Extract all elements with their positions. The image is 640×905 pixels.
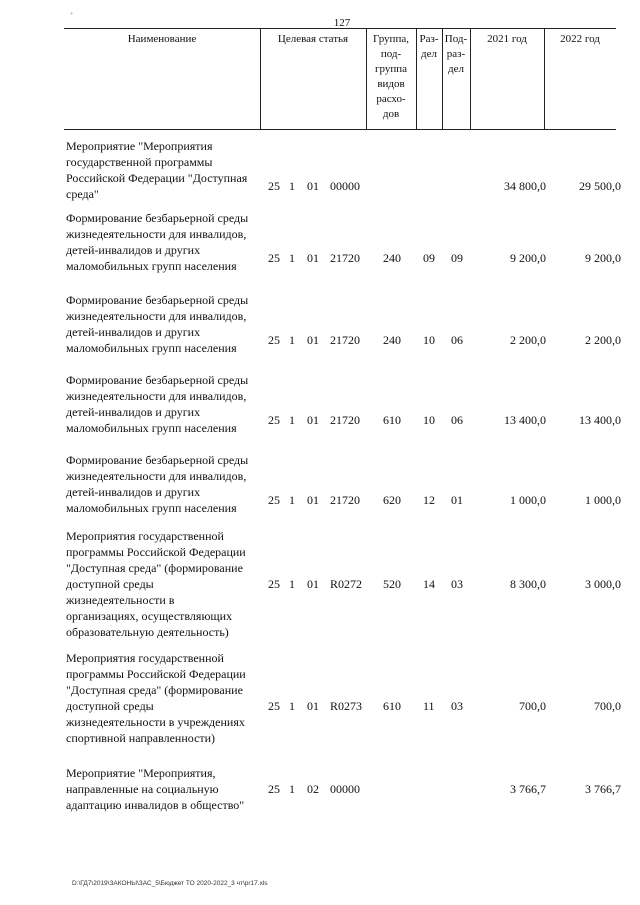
col-subsection-header bbox=[442, 29, 470, 129]
cell-p3: 02 bbox=[307, 782, 319, 796]
cell-section: 12 bbox=[423, 493, 435, 507]
cell-p1: 25 bbox=[268, 782, 280, 796]
cell-p4: 21720 bbox=[330, 251, 360, 265]
cell-subsection: 03 bbox=[451, 699, 463, 713]
cell-p2: 1 bbox=[289, 251, 295, 265]
col-group-header-line: группа bbox=[374, 63, 408, 75]
row-name-line: доступной среды bbox=[66, 699, 154, 713]
table-header bbox=[64, 28, 616, 130]
cell-section: 14 bbox=[423, 577, 435, 591]
cell-group: 240 bbox=[383, 251, 401, 265]
cell-section: 10 bbox=[423, 333, 435, 347]
row-name-line: доступной среды bbox=[66, 577, 154, 591]
cell-y2021: 13 400,0 bbox=[504, 413, 546, 427]
row-name-line: маломобильных групп населения bbox=[66, 341, 237, 355]
cell-p1: 25 bbox=[268, 413, 280, 427]
cell-p2: 1 bbox=[289, 782, 295, 796]
cell-y2022: 700,0 bbox=[594, 699, 621, 713]
cell-p1: 25 bbox=[268, 699, 280, 713]
page-number: 127 bbox=[333, 17, 351, 29]
cell-p1: 25 bbox=[268, 493, 280, 507]
col-group-header-line: Группа, bbox=[373, 33, 409, 45]
row-name bbox=[66, 372, 262, 436]
row-name-line: Мероприятия государственной bbox=[66, 529, 224, 543]
row-name-line: жизнедеятельности в bbox=[66, 593, 175, 607]
row-name-line: Мероприятия государственной bbox=[66, 651, 224, 665]
cell-p2: 1 bbox=[289, 413, 295, 427]
row-name-line: государственной программы bbox=[66, 155, 213, 169]
col-group-header-line: расхо- bbox=[376, 93, 406, 105]
cell-p1: 25 bbox=[268, 251, 280, 265]
row-name-line: спортивной направленности) bbox=[66, 731, 216, 745]
cell-y2021: 700,0 bbox=[519, 699, 546, 713]
cell-p1: 25 bbox=[268, 577, 280, 591]
row-name bbox=[66, 210, 262, 274]
cell-p4: R0272 bbox=[330, 577, 363, 591]
cell-y2022: 29 500,0 bbox=[579, 179, 621, 193]
row-name-line: маломобильных групп населения bbox=[66, 421, 237, 435]
cell-p2: 1 bbox=[289, 179, 295, 193]
col-2022-header: 2022 год bbox=[560, 33, 600, 45]
cell-p3: 01 bbox=[307, 493, 319, 507]
row-name bbox=[66, 528, 262, 640]
row-name bbox=[66, 765, 262, 813]
cell-p4: 21720 bbox=[330, 333, 360, 347]
cell-p3: 01 bbox=[307, 577, 319, 591]
row-name bbox=[66, 292, 262, 356]
row-name-line: программы Российской Федерации bbox=[66, 545, 246, 559]
cell-subsection: 01 bbox=[451, 493, 463, 507]
row-name-line: Мероприятие "Мероприятия bbox=[66, 139, 213, 153]
cell-p2: 1 bbox=[289, 577, 295, 591]
scan-mark: ﾞ bbox=[70, 12, 75, 22]
row-name-line: детей-инвалидов и других bbox=[66, 325, 201, 339]
cell-section: 11 bbox=[423, 699, 435, 713]
row-name-line: Формирование безбарьерной среды bbox=[66, 373, 249, 387]
row-name bbox=[66, 138, 262, 202]
row-name-line: жизнедеятельности для инвалидов, bbox=[66, 389, 247, 403]
cell-p4: 21720 bbox=[330, 493, 360, 507]
row-name-line: детей-инвалидов и других bbox=[66, 243, 201, 257]
row-name-line: Формирование безбарьерной среды bbox=[66, 453, 249, 467]
col-subsection-header-line: Под- bbox=[444, 33, 468, 45]
row-name-line: жизнедеятельности в учреждениях bbox=[66, 715, 245, 729]
cell-p3: 01 bbox=[307, 251, 319, 265]
row-name bbox=[66, 452, 262, 516]
col-subsection-header-line: дел bbox=[448, 63, 464, 75]
row-name-line: адаптацию инвалидов в общество" bbox=[66, 798, 245, 812]
row-name-line: жизнедеятельности для инвалидов, bbox=[66, 227, 247, 241]
row-name-line: организациях, осуществляющих bbox=[66, 609, 233, 623]
cell-y2021: 2 200,0 bbox=[510, 333, 546, 347]
row-name bbox=[66, 650, 262, 746]
cell-p3: 01 bbox=[307, 179, 319, 193]
col-target-header: Целевая статья bbox=[277, 33, 349, 45]
row-name-line: Формирование безбарьерной среды bbox=[66, 211, 249, 225]
col-section-header bbox=[416, 29, 442, 129]
row-name-line: среда" bbox=[66, 187, 99, 201]
cell-y2022: 3 766,7 bbox=[585, 782, 621, 796]
row-name-line: программы Российской Федерации bbox=[66, 667, 246, 681]
cell-p3: 01 bbox=[307, 699, 319, 713]
col-group-header-line: под- bbox=[380, 48, 402, 60]
cell-y2021: 1 000,0 bbox=[510, 493, 546, 507]
col-group-header bbox=[366, 29, 416, 129]
col-group-header-line: видов bbox=[377, 78, 405, 90]
cell-group: 520 bbox=[383, 577, 401, 591]
cell-subsection: 06 bbox=[451, 413, 463, 427]
cell-group: 610 bbox=[383, 413, 401, 427]
row-name-line: маломобильных групп населения bbox=[66, 501, 237, 515]
row-name-line: жизнедеятельности для инвалидов, bbox=[66, 469, 247, 483]
row-name-line: Мероприятие "Мероприятия, bbox=[66, 766, 216, 780]
row-name-line: Формирование безбарьерной среды bbox=[66, 293, 249, 307]
file-path-footer: D:\ГД7\2019\ЗАКОНЫ\ЗАС_5\Бюджет ТО 2020-2022_3 чт\pr17.xls bbox=[72, 880, 268, 887]
cell-section: 09 bbox=[423, 251, 435, 265]
col-subsection-header-line: раз- bbox=[446, 48, 466, 60]
col-section-header-line: дел bbox=[421, 48, 437, 60]
cell-p4: 00000 bbox=[330, 179, 360, 193]
cell-p1: 25 bbox=[268, 333, 280, 347]
row-name-line: детей-инвалидов и других bbox=[66, 485, 201, 499]
cell-p4: 00000 bbox=[330, 782, 360, 796]
cell-subsection: 09 bbox=[451, 251, 463, 265]
cell-subsection: 06 bbox=[451, 333, 463, 347]
cell-group: 620 bbox=[383, 493, 401, 507]
row-name-line: детей-инвалидов и других bbox=[66, 405, 201, 419]
cell-group: 240 bbox=[383, 333, 401, 347]
cell-y2021: 9 200,0 bbox=[510, 251, 546, 265]
cell-p3: 01 bbox=[307, 413, 319, 427]
cell-p4: R0273 bbox=[330, 699, 363, 713]
cell-p3: 01 bbox=[307, 333, 319, 347]
row-name-line: жизнедеятельности для инвалидов, bbox=[66, 309, 247, 323]
col-group-header-line: дов bbox=[382, 108, 400, 120]
col-section-header-line: Раз- bbox=[419, 33, 439, 45]
cell-p2: 1 bbox=[289, 493, 295, 507]
cell-section: 10 bbox=[423, 413, 435, 427]
cell-y2022: 3 000,0 bbox=[585, 577, 621, 591]
row-name-line: маломобильных групп населения bbox=[66, 259, 237, 273]
cell-y2021: 8 300,0 bbox=[510, 577, 546, 591]
row-name-line: образовательную деятельность) bbox=[66, 625, 229, 639]
row-name-line: направленные на социальную bbox=[66, 782, 219, 796]
cell-p4: 21720 bbox=[330, 413, 360, 427]
cell-p2: 1 bbox=[289, 699, 295, 713]
cell-subsection: 03 bbox=[451, 577, 463, 591]
cell-p1: 25 bbox=[268, 179, 280, 193]
cell-y2021: 34 800,0 bbox=[504, 179, 546, 193]
cell-y2022: 13 400,0 bbox=[579, 413, 621, 427]
row-name-line: "Доступная среда" (формирование bbox=[66, 683, 243, 697]
cell-y2022: 1 000,0 bbox=[585, 493, 621, 507]
cell-group: 610 bbox=[383, 699, 401, 713]
col-name-header: Наименование bbox=[127, 33, 197, 45]
row-name-line: Российской Федерации "Доступная bbox=[66, 171, 248, 185]
cell-p2: 1 bbox=[289, 333, 295, 347]
row-name-line: "Доступная среда" (формирование bbox=[66, 561, 243, 575]
cell-y2022: 9 200,0 bbox=[585, 251, 621, 265]
cell-y2021: 3 766,7 bbox=[510, 782, 546, 796]
cell-y2022: 2 200,0 bbox=[585, 333, 621, 347]
col-2021-header: 2021 год bbox=[487, 33, 527, 45]
